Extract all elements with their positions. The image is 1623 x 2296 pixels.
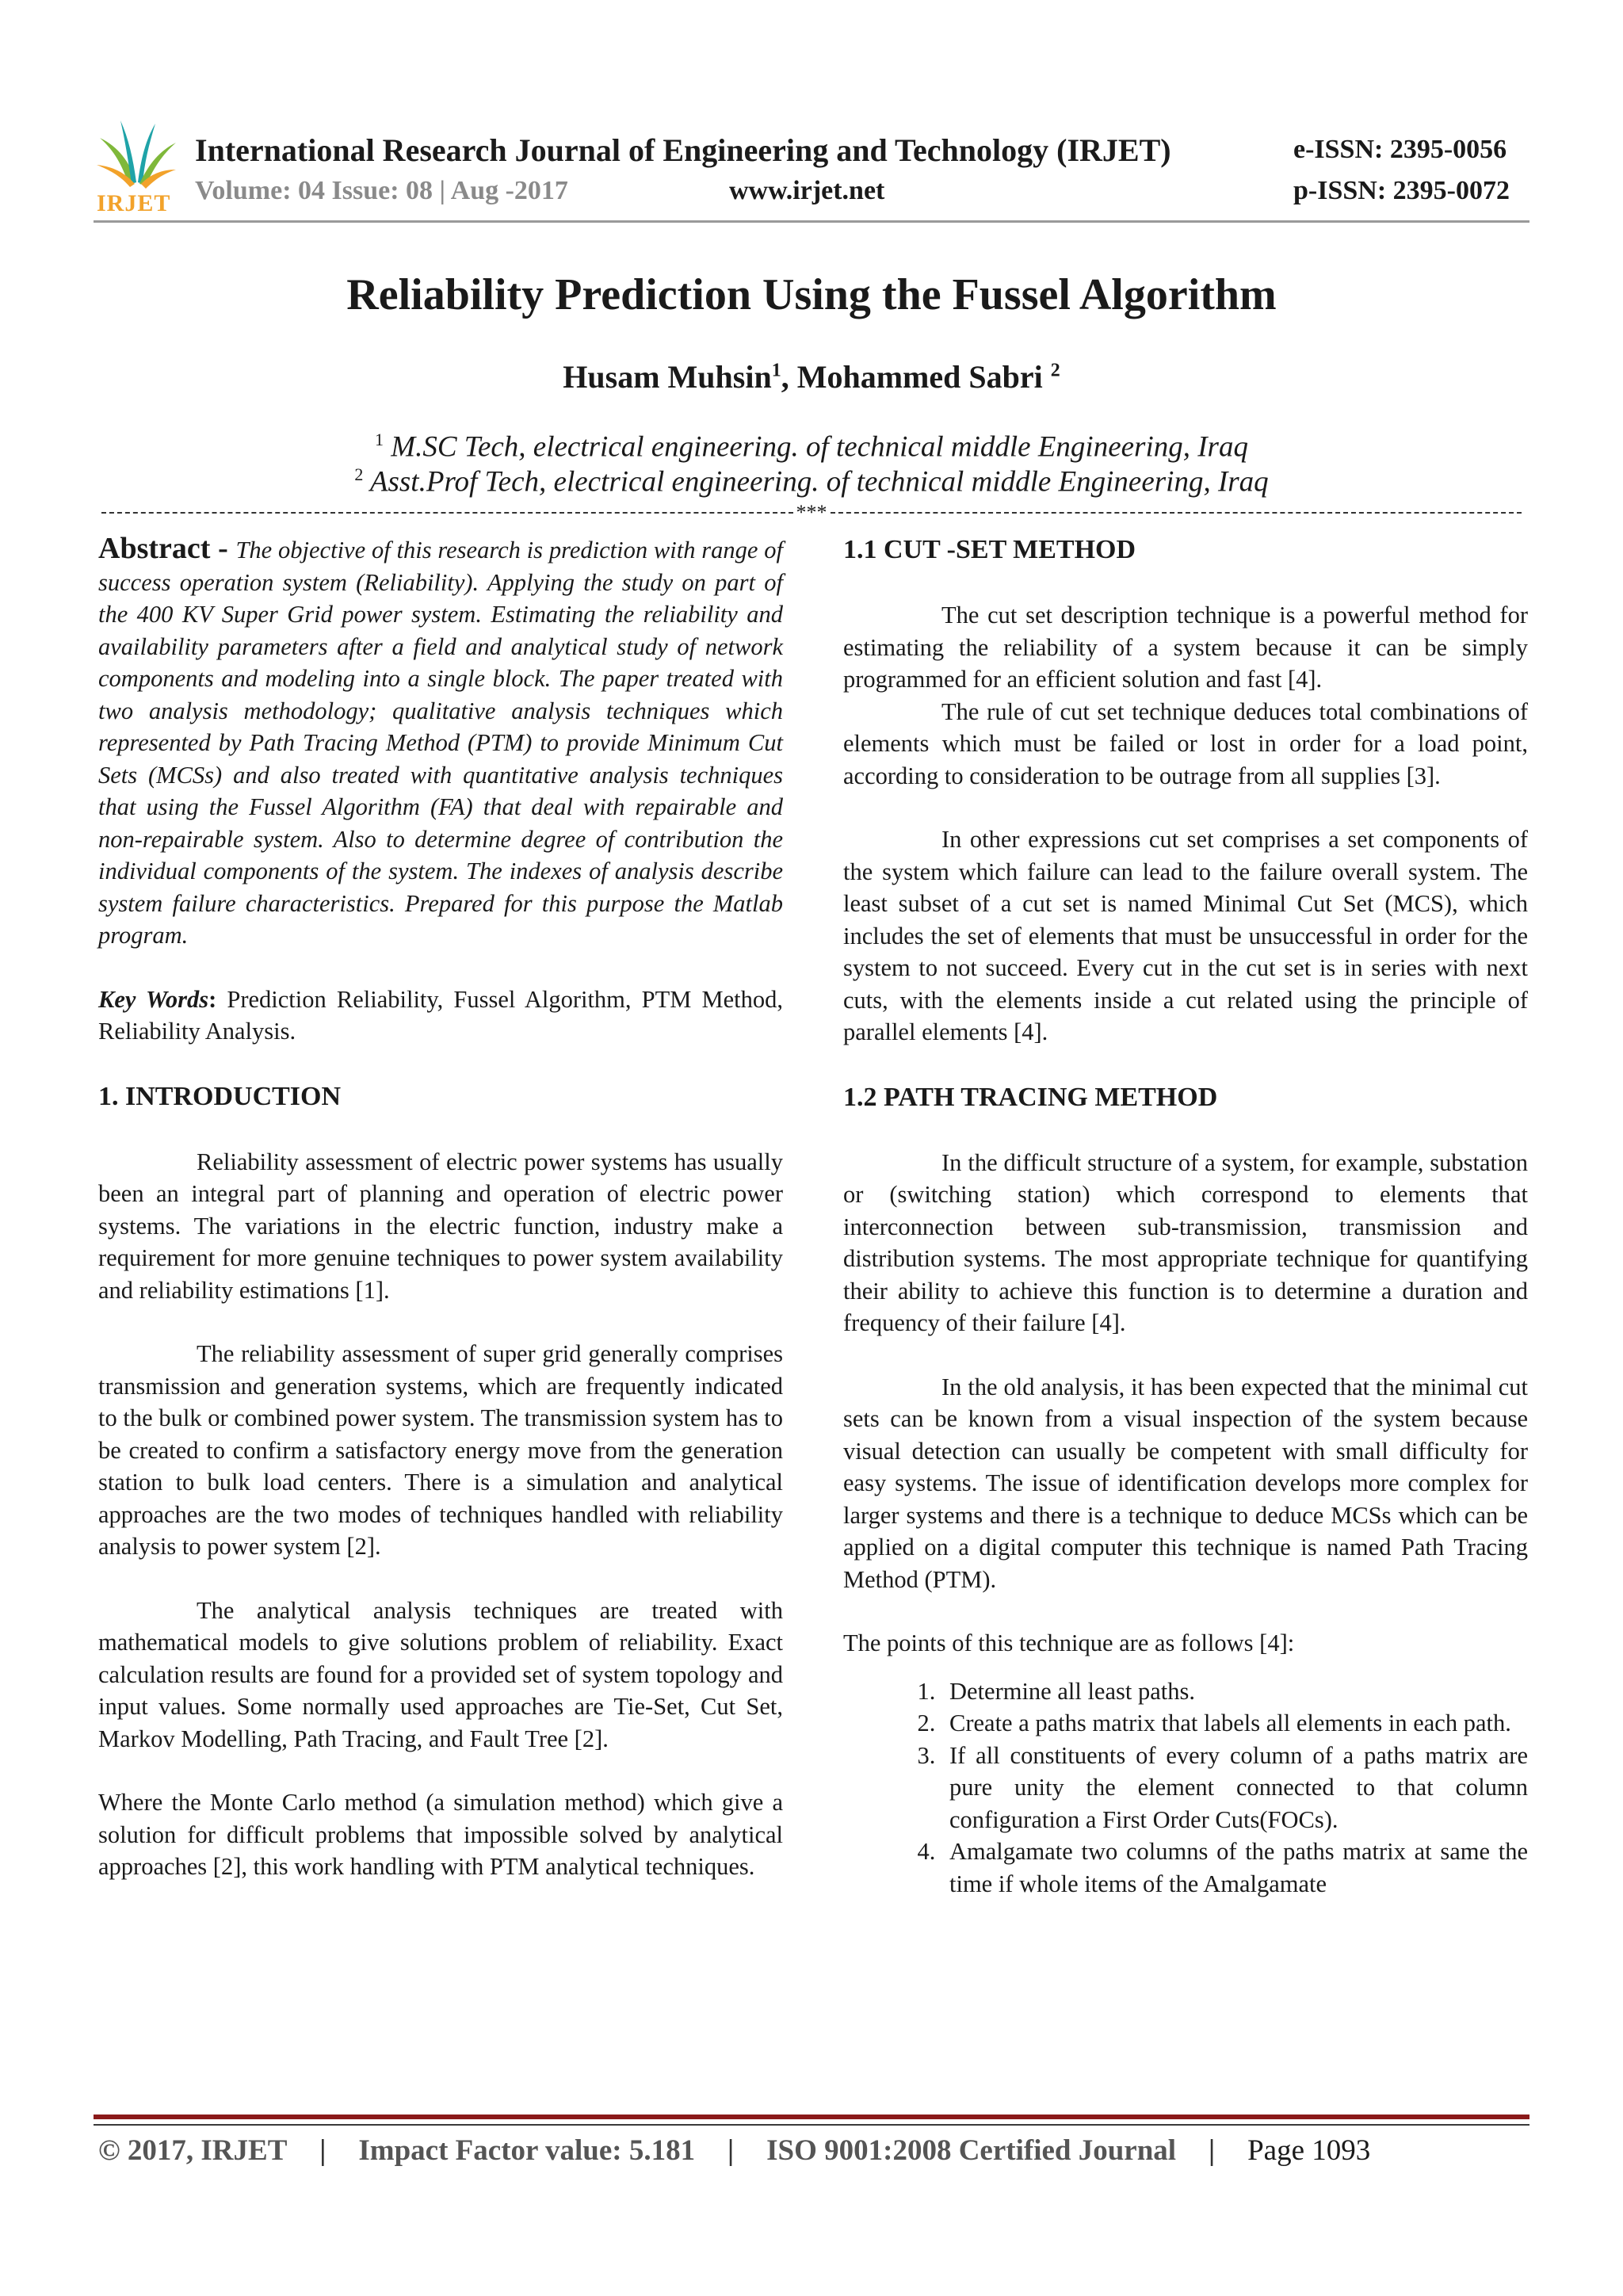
e-issn: e-ISSN: 2395-0056 <box>1293 135 1507 164</box>
journal-logo <box>94 114 179 217</box>
ptm-paragraph-1: In the difficult structure of a system, for example, substation or (switching station) which correspond to elements that interconnection between sub-transmission, transmission and distribution systems. The most appropriate technique for quantifying their ability to achieve this function is to determine a duration and frequency of their failure [4]. <box>843 1148 1528 1336</box>
ptm-paragraph-2: In the old analysis, it has been expected that the minimal cut sets can be known from a visual inspection of the system because visual detection can usually be competent with small difficulty for easy systems. The issue of identification develops more complex for larger systems and there is a technique to deduce MCSs which can be applied on a digital computer this technique is named Path Tracing Method (PTM). <box>843 1373 1528 1593</box>
points-intro: The points of this technique are as follows [4]: <box>843 1629 1295 1656</box>
footer-iso: ISO 9001:2008 Certified Journal <box>766 2134 1177 2167</box>
header-divider <box>94 220 1529 223</box>
author-separator: , <box>781 359 797 395</box>
left-column <box>98 533 783 1883</box>
keywords-text: Prediction Reliability, Fussel Algorithm, PTM Method, Reliability Analysis. <box>98 985 783 1045</box>
logo-text: IRJET <box>97 190 171 216</box>
list-item: 1. Determine all least paths. <box>941 1675 1528 1708</box>
heading-introduction: 1. INTRODUCTION <box>98 1081 342 1111</box>
heading-cut-set-method: 1.1 CUT -SET METHOD <box>843 535 1136 564</box>
footer-rule-thick <box>94 2115 1529 2119</box>
volume-issue: Volume: 04 Issue: 08 | Aug -2017 <box>195 176 568 205</box>
journal-title: International Research Journal of Engineering and Technology (IRJET) <box>195 132 1171 168</box>
intro-paragraph-1: Reliability assessment of electric power systems has usually been an integral part of planning and operation of electric power systems. The variations in the electric function, industry make a requirement for more genuine techniques to power system availability and reliability estimations [1]. <box>98 1148 783 1304</box>
right-column <box>843 533 1528 1900</box>
author-1: Husam Muhsin <box>563 359 772 395</box>
abstract-label: Abstract - <box>98 532 236 565</box>
intro-paragraph-2: The reliability assessment of super grid generally comprises transmission and generation systems, which are frequently indicated to the bulk or combined power system. The transmission system has to be created to confirm a satisfactory energy move from the generation station to bulk load centers. There is a simulation and analytical approaches are the two modes of techniques handled with reliability analysis to power system [2]. <box>98 1340 783 1560</box>
affiliation-1-text: M.SC Tech, electrical engineering. of technical middle Engineering, Iraq <box>384 430 1248 464</box>
abstract-text: The objective of this research is prediction with range of success operation system (Reliability). Applying the study on part of the 400 KV Super Grid power system. Estimating the reliability and availability parameters after a field and analytical study of network components and modeling into a single block. The paper treated with two analysis methodology; qualitative analysis techniques which represented by Path Tracing Method (PTM) to provide Minimum Cut Sets (MCSs) and also treated with quantitative analysis techniques that using the Fussel Algorithm (FA) that deal with repairable and non-repairable system. Also to determine degree of contribution the individual components of the system. The indexes of analysis describe system failure characteristics. Prepared for this purpose the Matlab program. <box>98 537 783 949</box>
separator-dash-left <box>101 512 793 514</box>
intro-paragraph-3: The analytical analysis techniques are treated with mathematical models to give solutions problem of reliability. Exact calculation results are found for a provided set of system topology and input values. Some normally used approaches are Tie-Set, Cut Set, Markov Modelling, Path Tracing, and Fault Tree [2]. <box>98 1596 783 1752</box>
footer-separator: | <box>727 2134 735 2167</box>
abstract <box>98 533 783 952</box>
technique-steps-list <box>843 1675 1528 1901</box>
journal-website-link[interactable]: www.irjet.net <box>729 176 885 205</box>
intro-paragraph-4: Where the Monte Carlo method (a simulation method) which give a solution for difficult problems that impossible solved by analytical approaches [2], this work handling with PTM analytical techniques. <box>98 1789 783 1880</box>
affiliation-2 <box>0 464 1623 499</box>
cut-set-paragraph-1: The cut set description technique is a powerful method for estimating the reliability of a system because it can be simply programmed for an efficient solution and fast [4]. <box>843 602 1528 693</box>
footer-separator: | <box>1209 2134 1216 2167</box>
separator-mark: *** <box>796 501 827 524</box>
author-2-sup: 2 <box>1050 360 1060 381</box>
cut-set-paragraph-3: In other expressions cut set comprises a set components of the system which failure can lead to the failure overall system. The least subset of a cut set is named Minimal Cut Set (MCS), which includes the set of elements that must be unsuccessful in order for the system to not succeed. Every cut in the cut set is in series with next cuts, with the elements inside a cut related using the principle of parallel elements [4]. <box>843 826 1528 1045</box>
list-item: 3. If all constituents of every column of a paths matrix are pure unity the element connected to that column configuration a First Order Cuts(FOCs). <box>941 1740 1528 1836</box>
section-separator <box>101 502 1522 523</box>
heading-path-tracing-method: 1.2 PATH TRACING METHOD <box>843 1082 1218 1112</box>
separator-dash-right <box>831 512 1522 514</box>
keywords-label: Key Words <box>98 985 209 1013</box>
footer-copyright: © 2017, IRJET <box>98 2134 288 2167</box>
affiliation-1-sup: 1 <box>375 430 384 449</box>
author-1-sup: 1 <box>771 360 781 381</box>
authors <box>0 358 1623 395</box>
keywords <box>98 984 783 1048</box>
footer-page-number: Page 1093 <box>1247 2134 1371 2167</box>
p-issn: p-ISSN: 2395-0072 <box>1293 176 1510 205</box>
list-item: 2. Create a paths matrix that labels all elements in each path. <box>941 1707 1528 1740</box>
footer-impact-factor: Impact Factor value: 5.181 <box>358 2134 696 2167</box>
page-footer <box>98 2134 1370 2168</box>
list-item: 4. Amalgamate two columns of the paths matrix at same the time if whole items of the Amalgamate <box>941 1836 1528 1900</box>
cut-set-paragraph-2: The rule of cut set technique deduces total combinations of elements which must be failed or lost in order for a load point, according to consideration to be outrage from all supplies [3]. <box>843 697 1528 789</box>
paper-title: Reliability Prediction Using the Fussel Algorithm <box>346 270 1277 319</box>
footer-rule-thin <box>94 2124 1529 2126</box>
affiliation-2-sup: 2 <box>354 464 364 484</box>
affiliation-1 <box>0 430 1623 464</box>
affiliation-2-text: Asst.Prof Tech, electrical engineering. of technical middle Engineering, Iraq <box>363 465 1269 499</box>
footer-separator: | <box>319 2134 327 2167</box>
keywords-colon: : <box>208 985 217 1013</box>
author-2: Mohammed Sabri <box>796 359 1051 395</box>
